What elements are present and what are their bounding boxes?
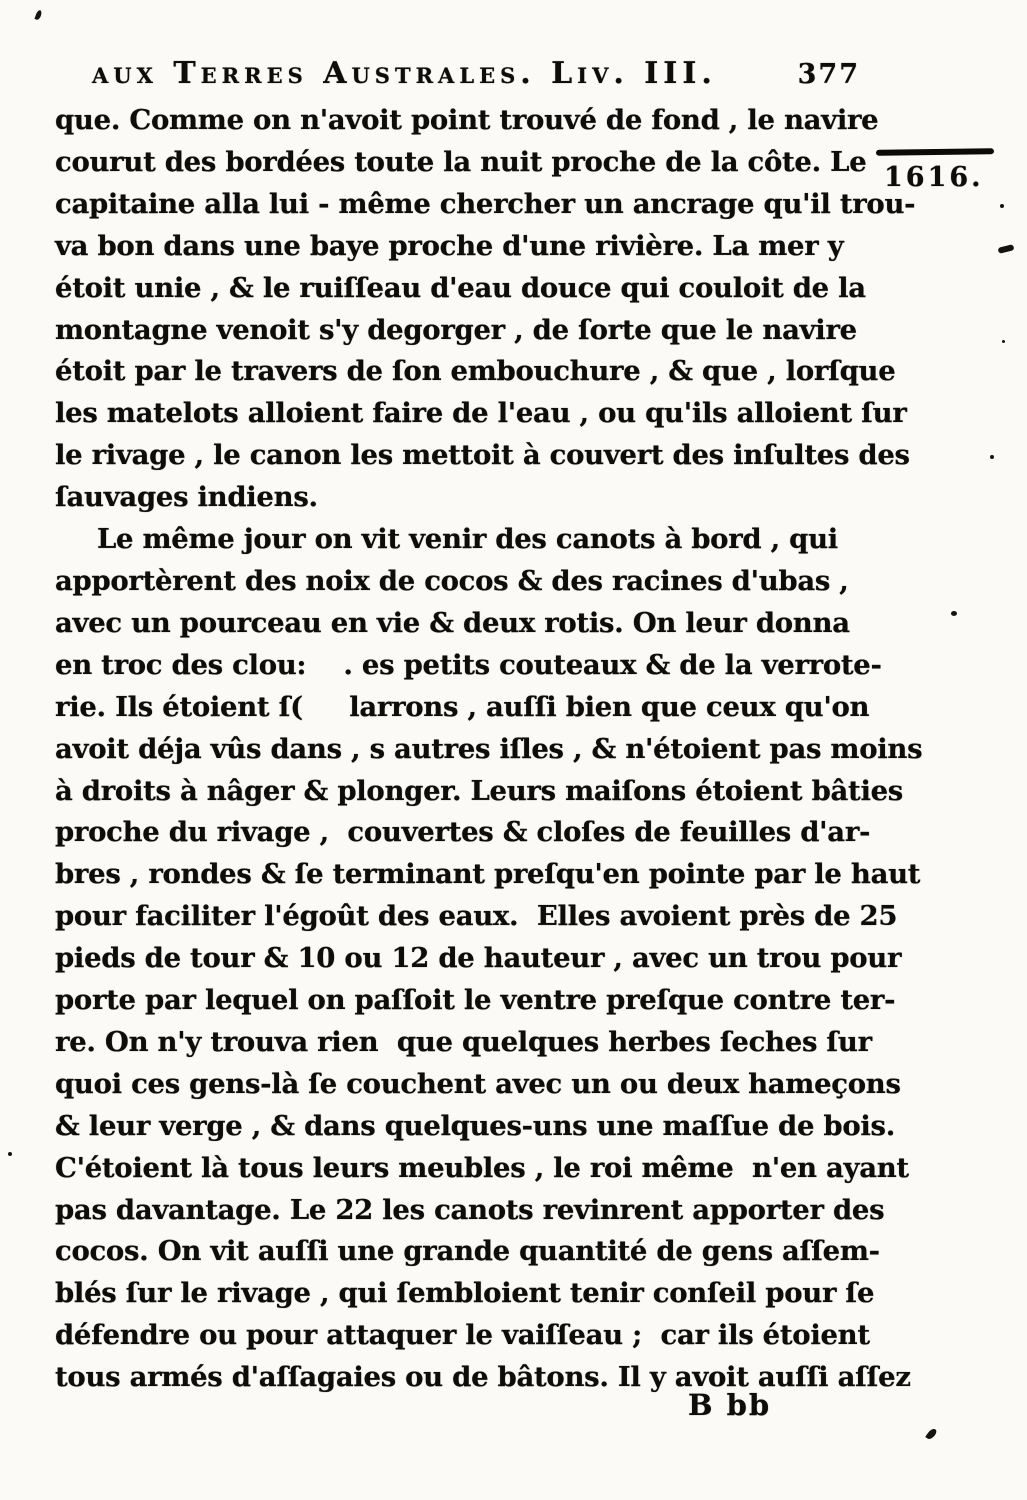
ink-speck <box>998 244 1015 254</box>
text-line: va bon dans une baye proche d'une rivière. La mer y <box>55 229 844 262</box>
ink-speck <box>990 455 994 459</box>
text-line: cocos. On vit auſſi une grande quantité de gens aſſem- <box>55 1235 880 1268</box>
printer-signature: B bb <box>688 1388 772 1422</box>
text-line: capitaine alla lui - même chercher un ancrage qu'il trou- <box>55 187 916 220</box>
text-line: C'étoient là tous leurs meubles , le roi même n'en ayant <box>55 1151 909 1184</box>
page-number: 377 <box>797 59 860 90</box>
running-head: aux Terres Australes. Liv. III. <box>92 56 717 91</box>
page-header <box>92 56 860 91</box>
text-line: à droits à nâger & plonger. Leurs maiſons étoient bâties <box>55 774 903 807</box>
ink-speck <box>8 1152 12 1156</box>
text-line: proche du rivage , couvertes & cloſes de feuilles d'ar- <box>55 816 871 849</box>
ink-speck <box>1000 204 1004 208</box>
text-line: avoit déja vûs dans , s autres iſles , & n'étoient pas moins <box>55 732 923 765</box>
text-line: pas davantage. Le 22 les canots revinrent apporter des <box>55 1193 885 1226</box>
text-line: les matelots alloient faire de l'eau , ou qu'ils alloient ſur <box>55 397 907 430</box>
text-line: Le même jour on vit venir des canots à bord , qui <box>97 523 838 556</box>
text-line: que. Comme on n'avoit point trouvé de fond , le navire <box>55 104 879 136</box>
text-line: étoit unie , & le ruiſſeau d'eau douce qui couloit de la <box>55 271 866 304</box>
text-line: & leur verge , & dans quelques-uns une maſſue de bois. <box>55 1109 896 1142</box>
text-line: le rivage , le canon les mettoit à couvert des inſultes des <box>55 439 910 472</box>
ink-speck <box>34 9 42 20</box>
ink-speck <box>1002 340 1005 343</box>
text-line: pour faciliter l'égoût des eaux. Elles avoient près de 25 <box>55 900 898 933</box>
paragraph <box>55 100 916 519</box>
text-line: courut des bordées toute la nuit proche de la côte. Le <box>55 145 867 178</box>
text-line: ſauvages indiens. <box>55 481 318 514</box>
text-line: re. On n'y trouva rien que quelques herbes ſeches ſur <box>55 1025 872 1058</box>
text-line: bres , rondes & ſe terminant preſqu'en pointe par le haut <box>55 858 921 891</box>
text-line: montagne venoit s'y degorger , de ſorte que le navire <box>55 313 857 346</box>
text-line: étoit par le travers de ſon embouchure , & que , lorſque <box>55 355 896 388</box>
text-line: quoi ces gens-là ſe couchent avec un ou deux hameçons <box>55 1067 901 1100</box>
paragraph <box>55 519 923 1399</box>
text-line: avec un pourceau en vie & deux rotis. On leur donna <box>55 606 850 639</box>
text-line: porte par lequel on paſſoit le ventre preſque contre ter- <box>55 984 896 1017</box>
text-line: tous armés d'aſſagaies ou de bâtons. Il y avoit auſſi aſſez <box>55 1361 911 1394</box>
margin-year-note: 1616. <box>884 162 984 193</box>
body-text <box>55 100 923 1399</box>
ink-speck <box>951 611 957 616</box>
text-line: rie. Ils étoient ſ( larrons , auſſi bien que ceux qu'on <box>55 690 870 723</box>
ink-speck <box>925 1427 938 1441</box>
text-line: blés ſur le rivage , qui ſembloient tenir conſeil pour ſe <box>55 1277 875 1310</box>
text-line: pieds de tour & 10 ou 12 de hauteur , avec un trou pour <box>55 942 902 975</box>
text-line: en troc des clou: . es petits couteaux & de la verrote- <box>55 648 882 681</box>
text-line: défendre ou pour attaquer le vaiſſeau ; car ils étoient <box>55 1319 870 1352</box>
text-line: apportèrent des noix de cocos & des racines d'ubas , <box>55 564 849 597</box>
